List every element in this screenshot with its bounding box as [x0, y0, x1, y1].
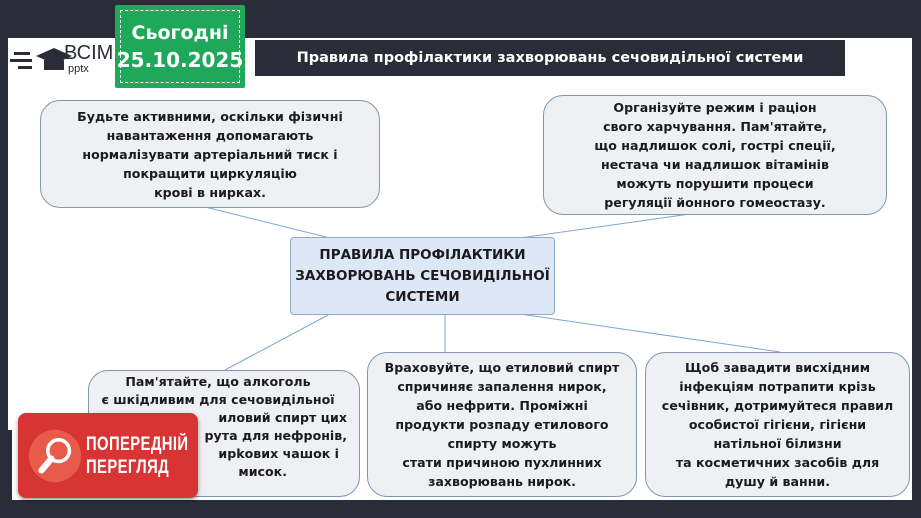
text-line: або нефрити. Проміжні: [416, 398, 588, 413]
preview-line-2: ПЕРЕГЛЯД: [86, 456, 170, 478]
text-line: ПРАВИЛА ПРОФІЛАКТИКИ: [319, 246, 526, 263]
text-line: душу й ванни.: [724, 474, 831, 489]
connector-top-left: [205, 207, 330, 238]
slide-title: Правила профілактики захворювань сечовидільної системи: [255, 40, 845, 76]
text-line: натільної білизни: [713, 436, 842, 451]
central-topic: [290, 237, 555, 315]
logo-main: ВСІМ: [64, 42, 114, 64]
text-line: навантаження допомагають: [106, 127, 314, 143]
text-line: можуть порушити процеси: [616, 176, 814, 191]
rule-box-activity: [40, 100, 380, 208]
text-line: Організуйте режим і раціон: [613, 100, 817, 115]
text-line: спирту можуть: [447, 436, 557, 451]
text-line: иловий спирт цих: [218, 410, 347, 425]
text-line: що надлишок солі, гострі спеції,: [594, 138, 836, 153]
text-line: продукти розпаду етилового: [395, 417, 609, 432]
magnifier-icon: [28, 429, 82, 483]
text-line: сечівник, дотримуйтеся правил: [661, 398, 894, 413]
date-value: 25.10.2025: [116, 47, 244, 72]
text-line: крові в нирках.: [154, 184, 266, 200]
text-line: рута для нефронів,: [204, 428, 347, 443]
text-line: та косметичних засобів для: [675, 455, 880, 470]
text-line: спричиняє запалення нирок,: [397, 379, 607, 394]
rule-box-nutrition: [543, 95, 887, 215]
text-line: мисок.: [238, 464, 287, 479]
preview-line-1: ПОПЕРЕДНІЙ: [86, 433, 189, 455]
text-line: нестача чи надлишок вітамінів: [601, 157, 829, 172]
connector-bottom-left: [225, 314, 330, 370]
text-line: свого харчування. Пам'ятайте,: [603, 119, 827, 134]
text-line: Пам'ятайте, що алкоголь: [125, 374, 311, 389]
text-line: Будьте активними, оскільки фізичні: [77, 108, 343, 124]
text-line: нормалізувати артеріальний тиск і: [82, 146, 338, 162]
rule-box-ethanol: [367, 352, 637, 497]
text-line: регуляції йонного гомеостазу.: [604, 195, 826, 210]
text-line: Враховуйте, що етиловий спирт: [384, 360, 620, 375]
text-line: захворювань нирок.: [428, 474, 576, 489]
text-line: ирkових чашок і: [218, 446, 339, 461]
text-line: покращити циркуляцію: [123, 165, 297, 181]
text-line: стати причиною пухлинних: [402, 455, 602, 470]
text-line: особистої гігієни, гігієни: [688, 417, 867, 432]
left-dark-strip: [0, 430, 12, 518]
text-line: є шкідливим для сечовидільної: [101, 392, 335, 407]
logo-sub: pptx: [68, 63, 89, 75]
text-line: ЗАХВОРЮВАНЬ СЕЧОВИДІЛЬНОЇ: [295, 267, 550, 284]
preview-watermark-badge: [18, 413, 198, 498]
date-label: Сьогодні: [131, 21, 229, 44]
text-line: інфекціям потрапити крізь: [679, 379, 876, 394]
rule-box-hygiene: [645, 352, 910, 497]
text-line: Щоб завадити висхідним: [684, 360, 870, 375]
text-line: СИСТЕМИ: [385, 288, 460, 305]
connector-bottom-right: [520, 314, 780, 352]
connector-top-right: [520, 214, 690, 238]
